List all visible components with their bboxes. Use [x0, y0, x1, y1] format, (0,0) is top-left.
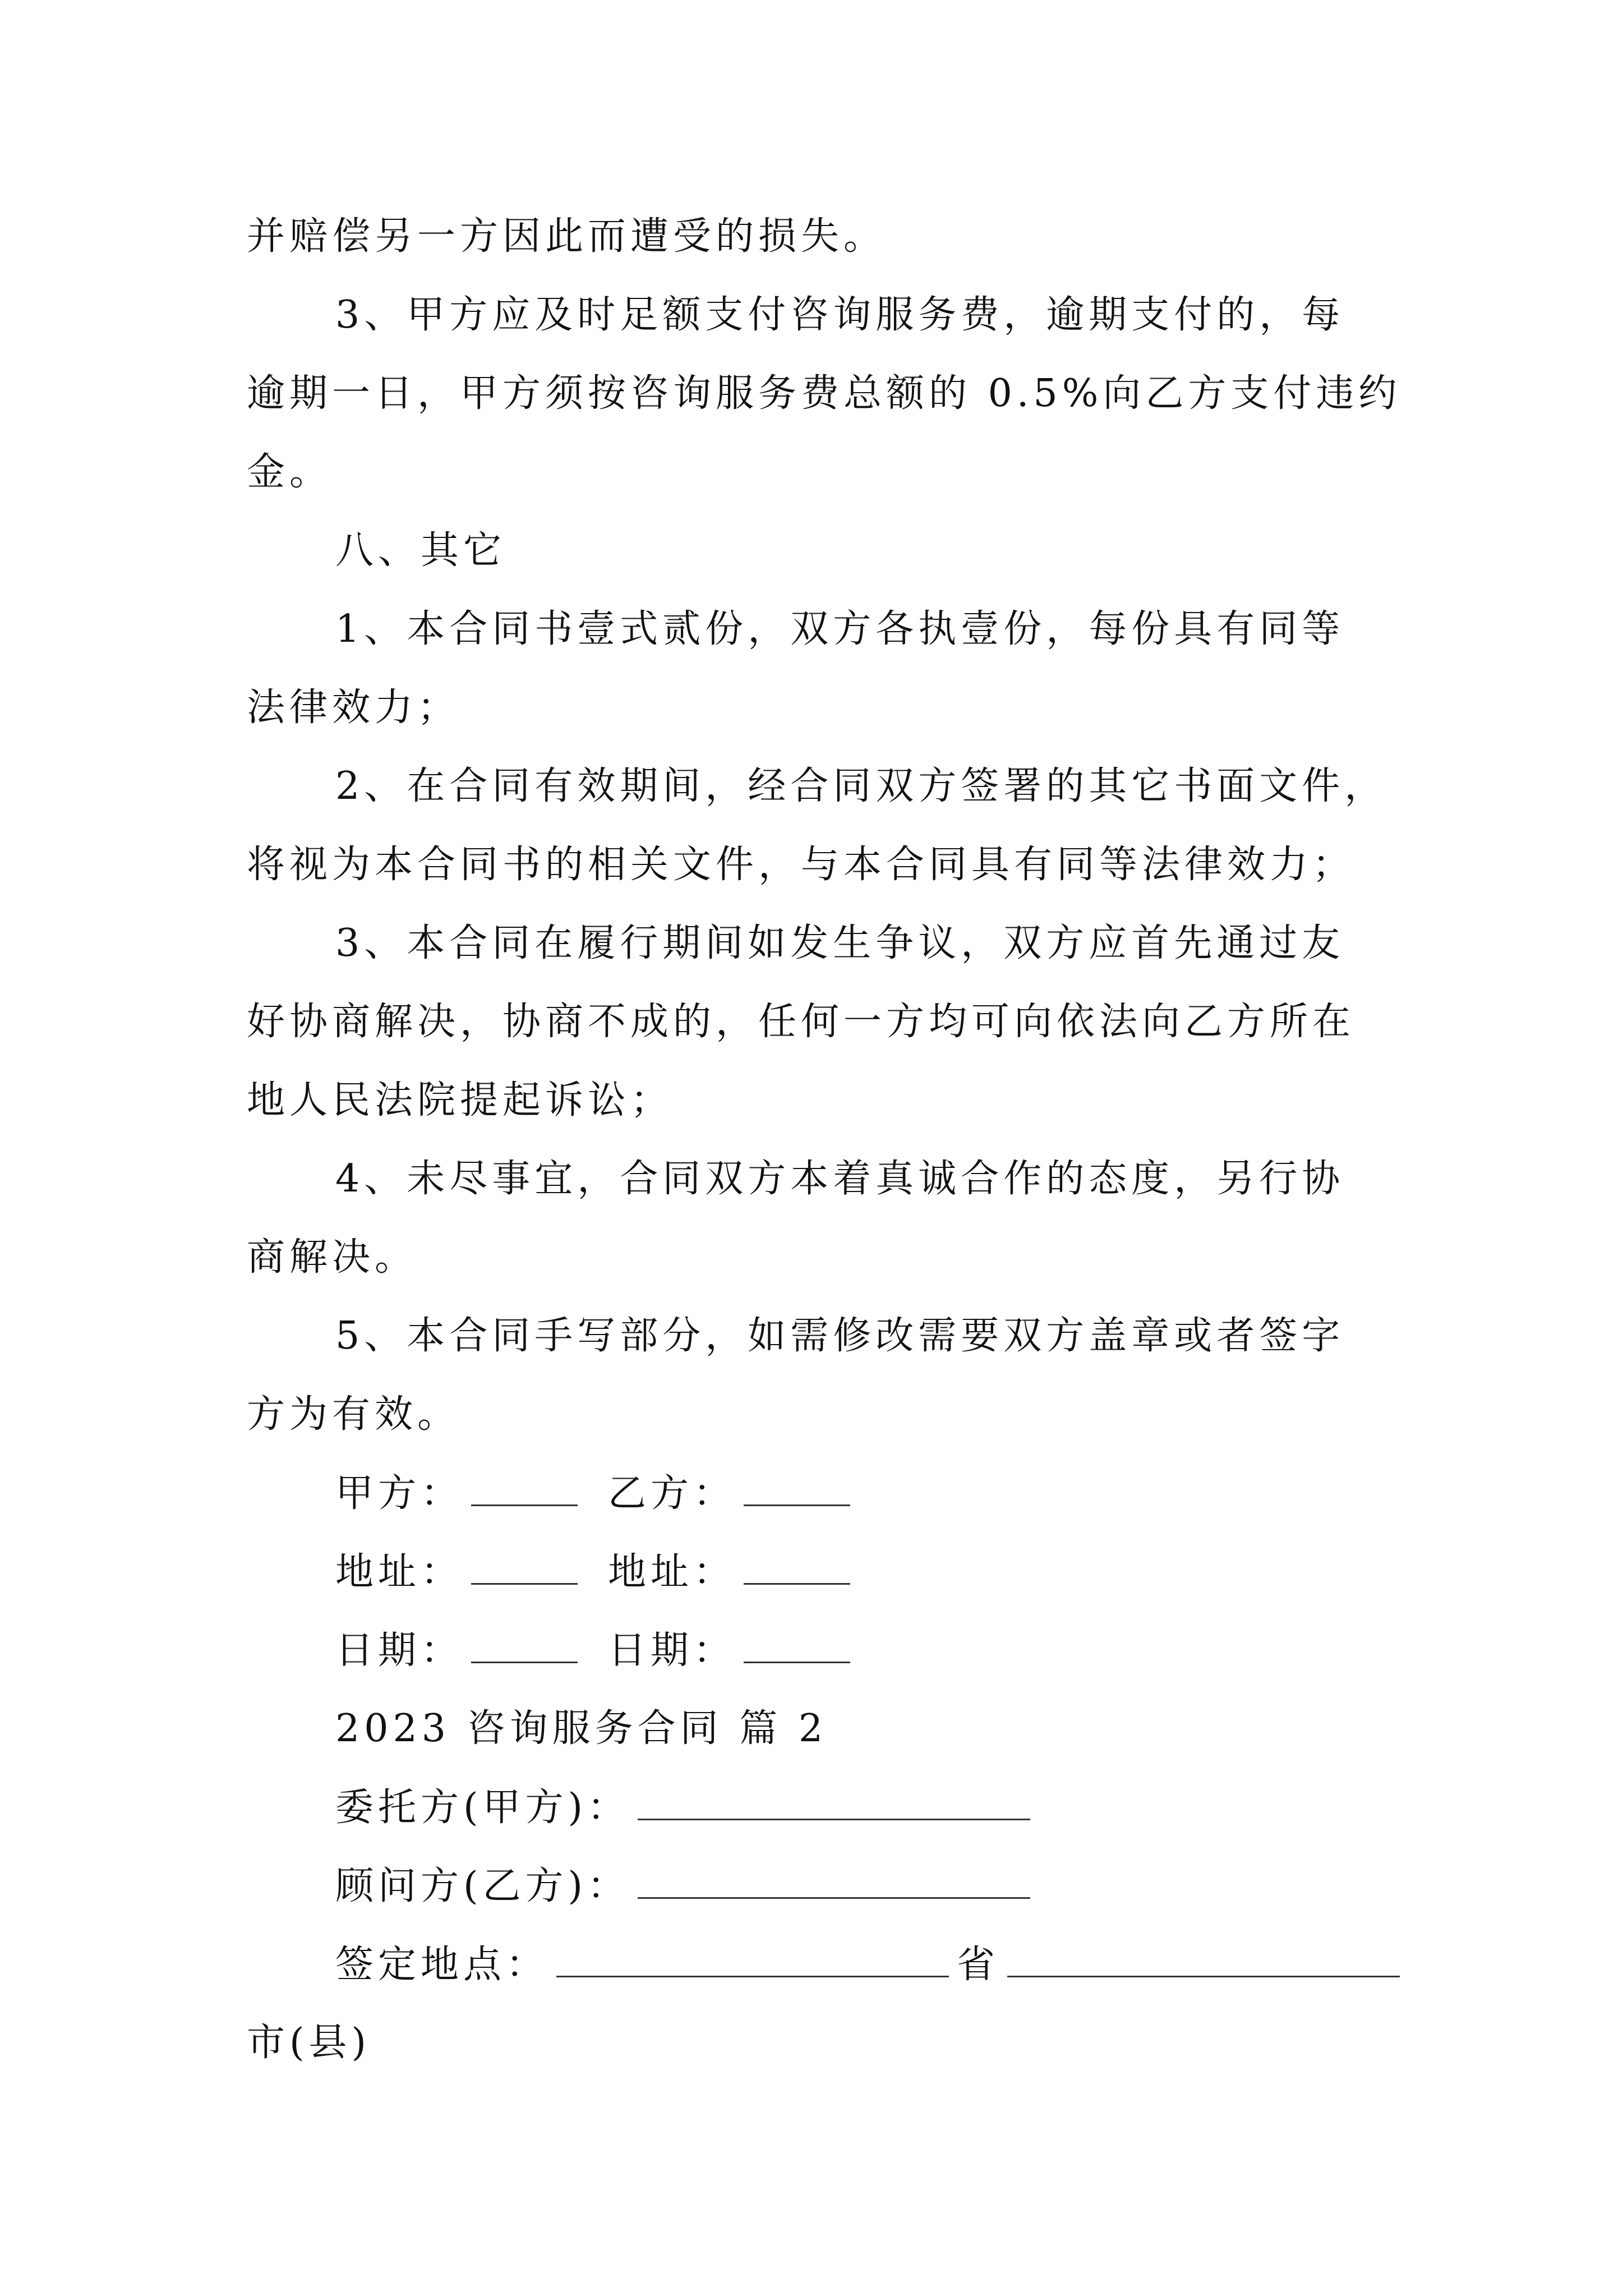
paragraph-line: 将视为本合同书的相关文件，与本合同具有同等法律效力； [247, 843, 1355, 887]
consultant-blank[interactable] [638, 1858, 1030, 1899]
contract2-title: 2023 咨询服务合同 篇 2 [335, 1706, 828, 1751]
city-blank[interactable] [1007, 1936, 1400, 1977]
paragraph-line: 金。 [247, 450, 333, 494]
paragraph-line: 5、本合同手写部分，如需修改需要双方盖章或者签字 [335, 1314, 1345, 1358]
date-a-blank[interactable] [471, 1622, 578, 1663]
paragraph-line: 3、甲方应及时足额支付咨询服务费，逾期支付的，每 [335, 293, 1345, 337]
date-b-label: 日期： [608, 1628, 736, 1673]
signature-party-row [335, 1465, 858, 1521]
paragraph-line: 4、未尽事宜，合同双方本着真诚合作的态度，另行协 [335, 1157, 1345, 1201]
address-a-label: 地址： [335, 1550, 464, 1594]
party-a-blank[interactable] [471, 1465, 578, 1506]
consultant-row [335, 1858, 1038, 1914]
date-a-label: 日期： [335, 1628, 464, 1673]
paragraph-line: 地人民法院提起诉讼； [247, 1078, 674, 1122]
place-label: 签定地点： [335, 1943, 549, 1987]
paragraph-line: 好协商解决，协商不成的，任何一方均可向依法向乙方所在 [247, 1000, 1355, 1044]
paragraph-line: 并赔偿另一方因此而遭受的损失。 [247, 214, 887, 259]
signature-address-row [335, 1544, 858, 1600]
client-label: 委托方(甲方)： [335, 1786, 630, 1830]
signature-date-row [335, 1622, 858, 1678]
paragraph-line: 3、本合同在履行期间如发生争议，双方应首先通过友 [335, 921, 1345, 965]
paragraph-line: 法律效力； [247, 685, 460, 730]
paragraph-line: 2、在合同有效期间，经合同双方签署的其它书面文件， [335, 764, 1387, 808]
paragraph-line: 方为有效。 [247, 1392, 460, 1437]
date-b-blank[interactable] [744, 1622, 850, 1663]
section-heading: 八、其它 [335, 528, 506, 573]
place-row [335, 1936, 1408, 1993]
party-b-label: 乙方： [608, 1471, 736, 1516]
client-blank[interactable] [638, 1779, 1030, 1820]
address-b-blank[interactable] [744, 1544, 850, 1585]
paragraph-line: 商解决。 [247, 1235, 418, 1280]
province-blank[interactable] [556, 1936, 949, 1977]
paragraph-line: 逾期一日，甲方须按咨询服务费总额的 0.5%向乙方支付违约 [247, 371, 1401, 416]
city-label: 市(县) [247, 2021, 371, 2065]
province-label: 省 [957, 1943, 1000, 1987]
address-a-blank[interactable] [471, 1544, 578, 1585]
party-b-blank[interactable] [744, 1465, 850, 1506]
party-a-label: 甲方： [335, 1471, 464, 1516]
consultant-label: 顾问方(乙方)： [335, 1864, 630, 1908]
address-b-label: 地址： [608, 1550, 736, 1594]
client-row [335, 1779, 1038, 1835]
paragraph-line: 1、本合同书壹式贰份，双方各执壹份，每份具有同等 [335, 607, 1345, 651]
